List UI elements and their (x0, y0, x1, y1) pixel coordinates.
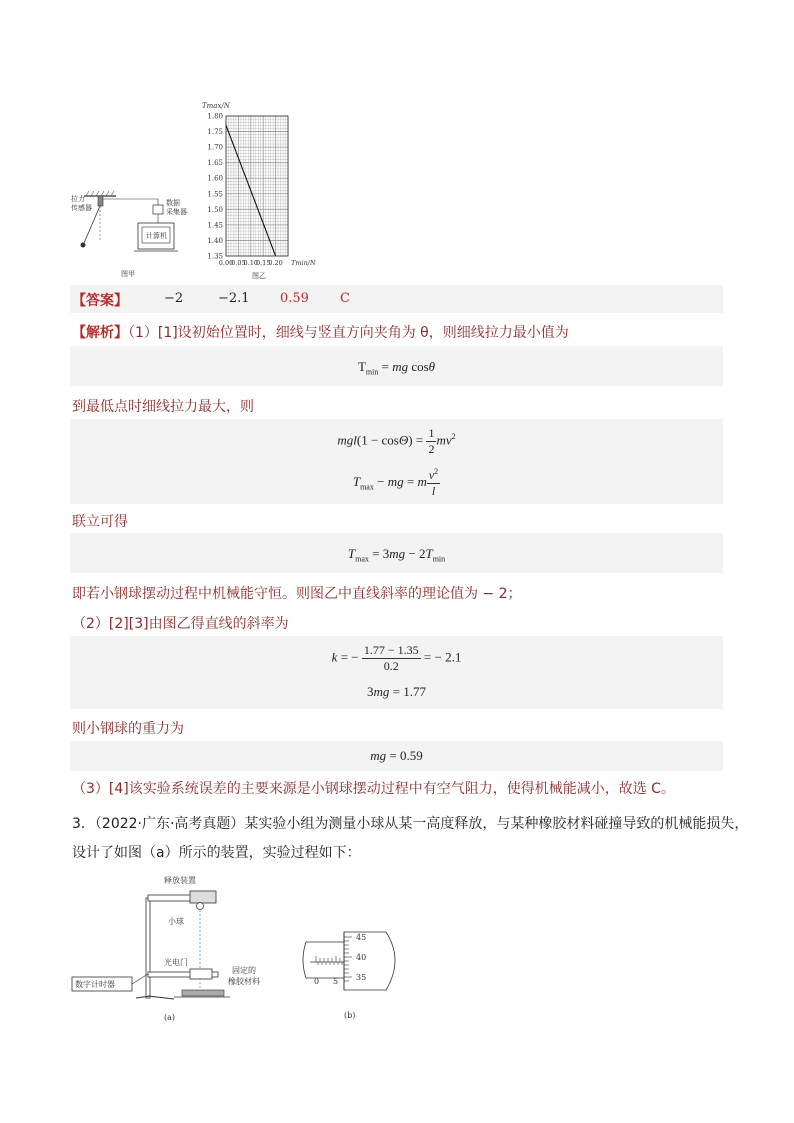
thimble-tick-40: 40 (356, 953, 367, 962)
y-tick-label: 1.70 (207, 143, 223, 152)
analysis-line-6: 则小钢球的重力为 (72, 721, 184, 737)
y-axis-label: Tmax/N (202, 102, 230, 110)
figure-a-caption: (a) (164, 1013, 176, 1022)
rubber-material (182, 990, 224, 996)
y-tick-label: 1.50 (207, 205, 223, 214)
sleeve-tick-0: 0 (314, 977, 320, 986)
x-tick-label: 0.20 (268, 259, 283, 267)
y-tick-label: 1.75 (207, 128, 223, 137)
ball-label: 小球 (168, 917, 184, 926)
y-tick-label: 1.80 (207, 112, 223, 121)
figure-a (70, 868, 270, 1028)
formula-energy: mgl(1 − cosΘ) = $\frac{1}{2}$ $mv^2$ (337, 426, 456, 456)
question3-line-2: 设计了如图（a）所示的装置，实验过程如下： (72, 845, 361, 861)
formula-combined: $T_{max} = 3mg - 2T_{min}$ (347, 546, 446, 564)
y-tick-label: 1.55 (207, 190, 223, 199)
plot-frame (226, 116, 288, 256)
formula-slope: k = − $\frac{1.77 - 1.35}{0.2}$ = − 2.1 (331, 643, 462, 673)
answer-value-4: C (340, 291, 350, 306)
ball (197, 903, 204, 910)
analysis-line-2: 到最低点时细线拉力最大，则 (72, 399, 254, 415)
formula-tmax: $T_{max}$ − mg = m $\frac{v^2}{l}$ (352, 467, 439, 498)
answer-row (72, 290, 128, 310)
figure-jia-caption: 图甲 (121, 270, 135, 278)
x-tick-label: 0.10 (243, 259, 259, 267)
analysis-line-4: 即若小钢球摆动过程中机械能守恒。则图乙中直线斜率的理论值为 − 2； (72, 586, 522, 602)
x-tick-label: 0.05 (231, 259, 246, 267)
answer-value-1: −2 (164, 291, 184, 306)
analysis-label: 【解析】 (72, 325, 128, 341)
analysis-line-5: （2）[2][3]由图乙得直线的斜率为 (72, 616, 289, 632)
formula-mg: mg = 0.59 (370, 748, 423, 763)
figure-yi-chart (190, 98, 330, 280)
figure-b-micrometer (296, 920, 411, 1025)
y-tick-label: 1.45 (207, 221, 223, 230)
answer-value-3: 0.59 (280, 291, 309, 306)
analysis-line-3: 联立可得 (72, 514, 128, 530)
rubber-label-1: 固定的 (232, 966, 256, 975)
collector-label-2: 采集器 (166, 208, 187, 216)
answer-value-2: −2.1 (218, 291, 250, 306)
figure-b-caption: (b) (344, 1011, 356, 1020)
collector-label-1: 数据 (166, 199, 180, 207)
x-axis-label: Tmin/N (291, 259, 316, 267)
steel-ball (81, 243, 86, 248)
analysis-line-1: 【解析】（1）[1]设初始位置时，细线与竖直方向夹角为 θ，则细线拉力最小值为 (72, 325, 569, 341)
figure-jia (70, 185, 190, 280)
release-label: 释放装置 (164, 876, 196, 885)
sensor-label-2: 传感器 (71, 204, 92, 212)
rubber-label-2: 橡胶材料 (228, 977, 260, 986)
analysis-line-7: （3）[4]该实验系统误差的主要来源是小钢球摆动过程中有空气阻力，使得机械能减小，故选 C。 (72, 781, 675, 797)
y-tick-label: 1.35 (207, 252, 223, 261)
formula-3mg: 3mg = 1.77 (367, 684, 426, 699)
question3-line-1: 3．（2022·广东·高考真题）某实验小组为测量小球从某一高度释放，与某种橡胶材料碰撞导致的机械能损失， (72, 816, 749, 832)
sleeve-tick-5: 5 (333, 977, 339, 986)
y-tick-label: 1.40 (207, 236, 223, 245)
answer-label: 【答案】 (72, 293, 128, 309)
force-sensor (98, 196, 103, 206)
formula-tmin: $T_{min}$ = mg cosθ (357, 359, 436, 377)
data-collector (153, 205, 163, 214)
y-tick-label: 1.65 (207, 159, 223, 168)
x-tick-label: 0.00 (218, 259, 234, 267)
y-tick-label: 1.60 (207, 174, 223, 183)
thimble-tick-35: 35 (356, 973, 367, 982)
sensor-label-1: 拉力 (71, 195, 85, 203)
x-tick-label: 0.15 (255, 259, 271, 267)
computer-label: 计算机 (146, 232, 167, 240)
figure-yi-caption: 图乙 (252, 272, 266, 280)
gate-label: 光电门 (164, 958, 188, 967)
timer-label: 数字计时器 (75, 980, 115, 989)
thimble-tick-45: 45 (356, 933, 367, 942)
